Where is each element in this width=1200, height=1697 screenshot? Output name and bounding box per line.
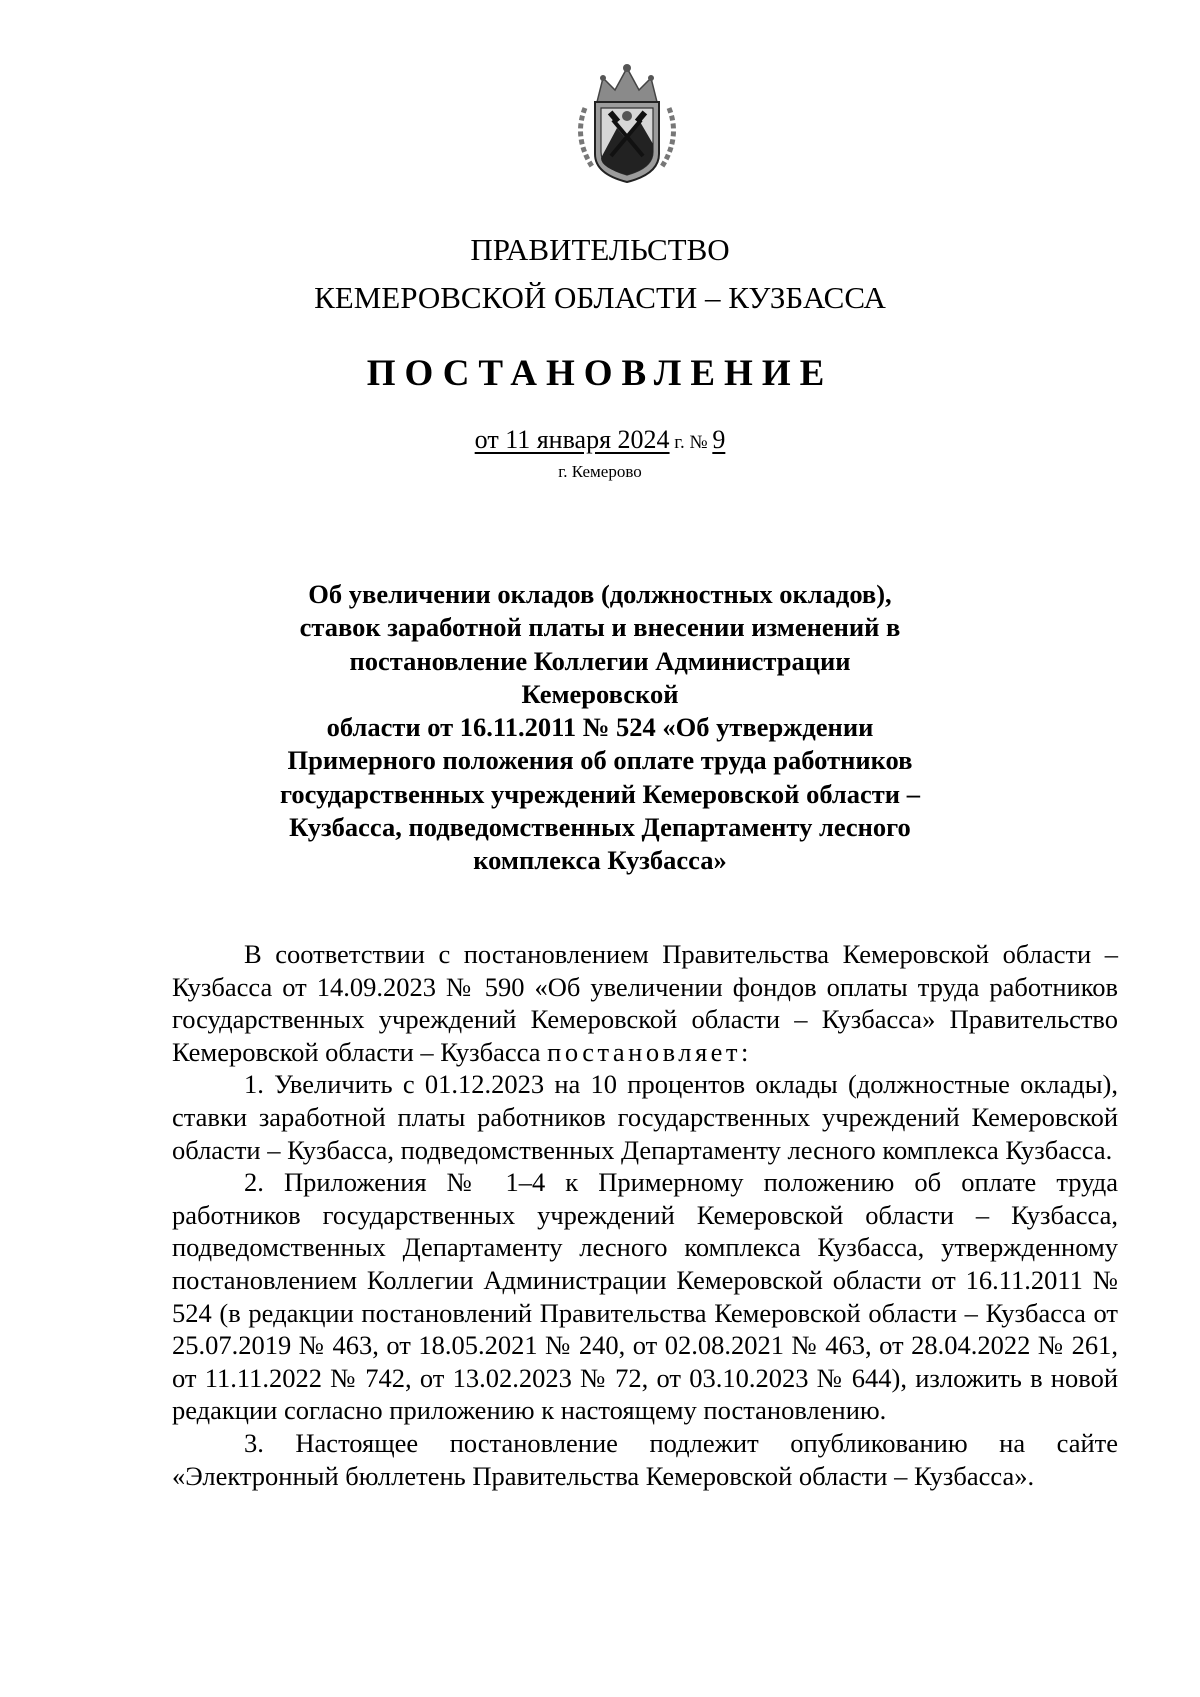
subject-line: Кузбасса, подведомственных Департаменту лесного — [289, 812, 911, 843]
date-number-line — [0, 425, 1200, 455]
document-date: от 11 января 2024 — [474, 425, 670, 454]
item-1-paragraph: 1. Увеличить с 01.12.2023 на 10 процентов оклады (должностные оклады), ставки заработной платы работников государственных учреждений Кемеровской области – Кузбасса, подведомственных Департаменту лесного комплекса Кузбасса. — [172, 1069, 1118, 1165]
subject-line: государственных учреждений Кемеровской области – — [280, 778, 920, 809]
subject-line: области от 16.11.2011 № 524 «Об утверждении — [326, 712, 874, 743]
item-3-paragraph: 3. Настоящее постановление подлежит опубликованию на сайте «Электронный бюллетень Правительства Кемеровской области – Кузбасса». — [172, 1427, 1118, 1491]
document-body — [172, 938, 1118, 1492]
preamble-text: В соответствии с постановлением Правительства Кемеровской области – Кузбасса от 14.09.2023 № 590 «Об увеличении фондов оплаты труда работников государственных учреждений Кемеровской области – Кузбасса» Правительство Кемеровской области – Кузбасса — [172, 939, 1118, 1067]
document-city: г. Кемерово — [558, 462, 642, 481]
government-name-line-1: ПРАВИТЕЛЬСТВО — [470, 232, 730, 267]
preamble-paragraph — [172, 938, 1118, 1068]
subject-line: Об увеличении окладов (должностных окладов), — [308, 579, 892, 609]
date-suffix: г. № — [669, 432, 713, 453]
subject-line: ставок заработной платы и внесении изменений в — [299, 612, 901, 643]
document-number: 9 — [712, 425, 726, 454]
document-subject — [272, 578, 928, 878]
kuzbass-coat-of-arms-icon — [563, 58, 691, 186]
subject-line: постановление Коллегии Администрации Кемеровской — [349, 645, 851, 709]
government-name-line-2: КЕМЕРОВСКОЙ ОБЛАСТИ – КУЗБАССА — [314, 280, 886, 315]
item-2-paragraph: 2. Приложения № 1–4 к Примерному положению об оплате труда работников государственных учреждений Кемеровской области – Кузбасса, подведомственных Департаменту лесного комплекса Кузбасса, утвержденному постановлением Коллегии Администрации Кемеровской области от 16.11.2011 № 524 (в редакции постановлений Правительства Кемеровской области – Кузбасса от 25.07.2019 № 463, от 18.05.2021 № 240, от 02.08.2021 № 463, от 28.04.2022 № 261, от 11.11.2022 № 742, от 13.02.2023 № 72, от 03.10.2023 № 644), изложить в новой редакции согласно приложению к настоящему постановлению. — [172, 1167, 1118, 1426]
document-type-title: ПОСТАНОВЛЕНИЕ — [366, 353, 834, 394]
subject-line: Примерного положения об оплате труда работников — [287, 745, 913, 776]
preamble-keyword: постановляет: — [547, 1036, 752, 1067]
subject-line: комплекса Кузбасса» — [473, 845, 727, 876]
